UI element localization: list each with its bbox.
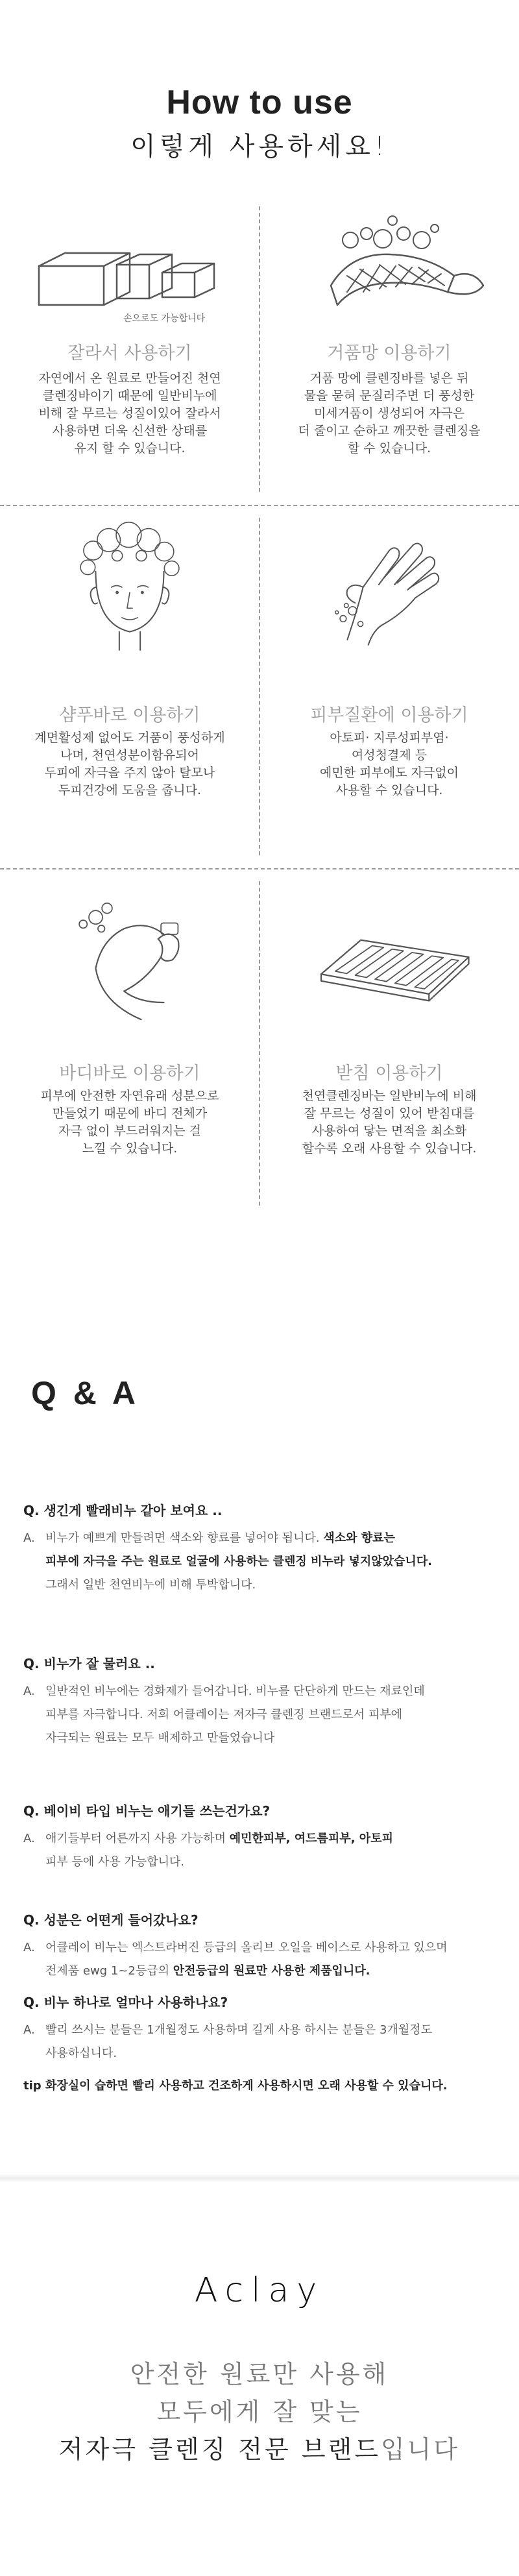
soap-dish-illustration — [260, 889, 519, 1025]
usage-skin-condition — [260, 519, 519, 844]
usage-desc: 자연에서 온 원료로 만들어진 천연 클렌징바이기 때문에 일반비누에 비해 잘 무르는 성질이있어 잘라서 사용하면 더욱 신선한 상태를 유지 할 수 있습니다. — [38, 371, 221, 456]
qa-answer: A. 어클레이 비누는 엑스트라버진 등급의 올리브 오일을 베이스로 사용하고 있으며 전제품 ewg 1~2등급의 안전등급의 원료만 사용한 제품입니다. — [23, 1941, 448, 1978]
header — [0, 83, 519, 163]
usage-title: 거품망 이용하기 — [327, 343, 452, 363]
brand-name: Aclay — [194, 2271, 325, 2310]
brand-slogan: 안전한 원료만 사용해 모두에게 잘 맞는 저자극 클렌징 전문 브랜드입니다 — [58, 2360, 461, 2464]
qa-item — [23, 1992, 503, 2065]
soap-bars-illustration — [0, 214, 260, 350]
qa-answer: A. 애기들부터 어른까지 사용 가능하며 예민한피부, 여드름피부, 아토피 피부 등에 사용 가능합니다. — [23, 1832, 393, 1869]
body-wash-illustration — [0, 889, 260, 1025]
foam-net-illustration — [260, 214, 519, 350]
usage-desc: 피부에 안전한 자연유래 성분으로 만들었기 때문에 바디 전체가 자극 없이 부드러워지는 걸 느낄 수 있습니다. — [40, 1089, 219, 1156]
qa-item — [23, 1500, 503, 1597]
qa-question: Q. 성분은 어떤게 들어갔나요? — [23, 1912, 199, 1928]
section-divider — [0, 2174, 519, 2183]
usage-title: 바디바로 이용하기 — [59, 1063, 200, 1084]
usage-soap-dish — [260, 889, 519, 1200]
usage-desc: 계면활성제 없어도 거품이 풍성하게 나며, 천연성분이함유되어 두피에 자극을 주지 않아 탈모나 두피건강에 도움을 줍니다. — [34, 731, 225, 797]
hand-illustration — [260, 519, 519, 655]
usage-caption: 손으로도 가능합니다 — [123, 313, 206, 324]
usage-shampoo — [0, 519, 260, 844]
qa-question: Q. 비누가 잘 물러요 .. — [23, 1656, 155, 1671]
usage-cut — [0, 214, 260, 493]
qa-item — [23, 1653, 503, 1750]
qa-question: Q. 베이비 타입 비누는 애기들 쓰는건가요? — [23, 1803, 271, 1819]
qa-question: Q. 비누 하나로 얼마나 사용하나요? — [23, 1995, 228, 2010]
qa-answer: A. 빨리 쓰시는 분들은 1개월정도 사용하며 길게 사용 하시는 분들은 3개월정도 사용하십니다. — [23, 2023, 433, 2060]
usage-title: 피부질환에 이용하기 — [310, 705, 468, 725]
usage-desc: 거품 망에 클렌징바를 넣은 뒤 물을 묻혀 문질러주면 더 풍성한 미세거품이 생성되어 자극은 더 줄이고 순하고 깨끗한 클렌징을 할 수 있습니다. — [298, 371, 481, 456]
usage-desc: 아토피· 지루성피부염· 여성청결제 등 예민한 피부에도 자극없이 사용할 수 있습니다. — [320, 731, 459, 797]
qa-tip: tip 화장실이 습하면 빨리 사용하고 건조하게 사용하시면 오래 사용할 수 있습니다. — [23, 2079, 448, 2093]
qa-answer: A. 비누가 예쁘게 만들려면 색소와 향료를 넣어야 됩니다. 색소와 향료는 피부에 자극을 주는 원료로 얼굴에 사용하는 클렌징 비누라 넣지않았습니다. 그래서 일반 천연비누에 비해 투박합니다. — [23, 1531, 432, 1592]
qa-item — [23, 1801, 503, 1874]
usage-foam-net — [260, 214, 519, 493]
qa-item — [23, 1910, 503, 1983]
title-ko: 이렇게 사용하세요! — [130, 132, 389, 162]
usage-desc: 천연클렌징바는 일반비누에 비해 잘 무르는 성질이 있어 받침대를 사용하여 닿는 면적을 최소화 할수록 오래 사용할 수 있습니다. — [302, 1089, 477, 1156]
shampoo-head-illustration — [0, 519, 260, 655]
usage-title: 받침 이용하기 — [335, 1063, 443, 1084]
horizontal-divider — [0, 868, 519, 869]
horizontal-divider — [0, 505, 519, 506]
usage-title: 잘라서 사용하기 — [67, 343, 192, 363]
qa-question: Q. 생긴게 빨래비누 같아 보여요 .. — [23, 1503, 223, 1518]
qa-answer: A. 일반적인 비누에는 경화제가 들어갑니다. 비누를 단단하게 만드는 재료인데 피부를 자극합니다. 저희 어클레이는 저자극 클렌징 브랜드로서 피부에 자극되는 원료는 모두 배제하고 만들었습니다 — [23, 1684, 425, 1745]
usage-title: 샴푸바로 이용하기 — [59, 705, 200, 725]
usage-body — [0, 889, 260, 1200]
title-en: How to use — [166, 84, 353, 121]
qa-title: Q & A — [31, 1375, 140, 1411]
